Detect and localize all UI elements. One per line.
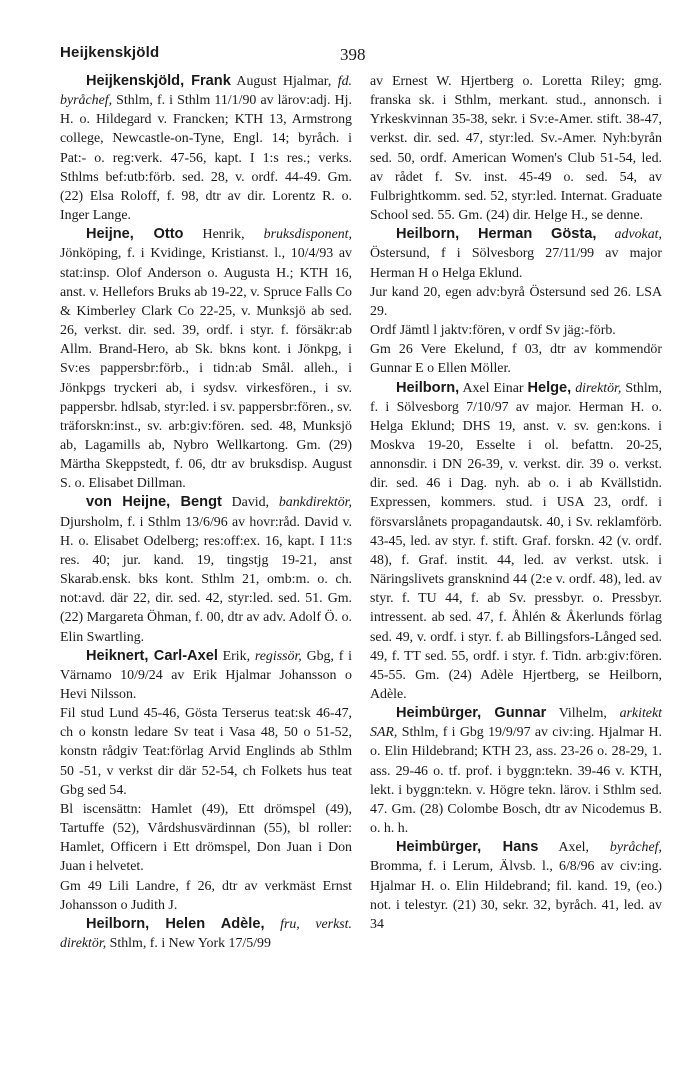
entry-given-names (265, 917, 281, 932)
right-column (370, 72, 662, 934)
entry-occupation: bruksdisponent, (263, 227, 353, 243)
entry-text: Djursholm, f. i Sthlm 13/6/96 av hovr:råd. David v. H. o. Elisabet Odelberg; res:off:ex. 16, kapt. I 11:s res. 40; jur. kand. 19, tingstjg 19-21, anst Skarab.ensk. bks kont. Sthlm 21, omb:m. o. ch. not:avd. där 22, dir. sed. 42, styr:led. sed. 51. Gm. (22) Margareta Öhman, f. 00, dtr av adv. Adolf Ö. o. Elin Swartling. (60, 514, 352, 645)
running-head: Heijkenskjöld (60, 44, 160, 61)
entry-given-names: Erik, (217, 648, 255, 664)
entry-occupation: arkitekt SAR, (370, 706, 662, 741)
entry-paragraph (60, 915, 352, 953)
entry-paragraph (370, 225, 662, 282)
entry-headword: Heilborn, Helen Adèle, (86, 915, 265, 932)
entry-continuation (60, 704, 352, 800)
entry-text: Östersund, f i Sölvesborg 27/11/99 av major Herman H o Helga Eklund. (370, 246, 662, 281)
entry-continuation (370, 283, 662, 321)
page-header (60, 44, 662, 66)
entry-text: Jönköping, f. i Kvidinge, Kristianst. l., 10/4/93 av stat:insp. Olof Anderson o. Augusta H.; KTH 16, anst. v. Hellefors Bruks ab 19-22, v. Spruce Falls Co & Kimberley Clark Co 22-25, v. Munksjö ab sed. 26, verkst. dir. sed. 39, ordf. i styr. f. försäkr:ab Allm. Brand-Hero, ab Sk. bkns kont. i Jönkpg, i Sv:es pappersbr:förb., i tidn:ab Smål. alleh., i Jönkpgs tryckeri ab, i sydsv. virkesfören., i sv. pappersbr. hdlsab, styr:led. i sv. pappersbr:fören., sv. träforskn:inst., sv. arb:giv:fören. sed. 48, Munksjö ab, Lagamills ab, Nybro Wellkartong. Gm. (29) Märtha Skeppstedt, f. 06, dtr av bruksdisp. August S. o. Elisabet Dillman. (60, 246, 352, 492)
entry-headword-secondary: Helge, (527, 379, 572, 396)
entry-occupation: direktör, (575, 380, 622, 396)
entry-given-names: David, (221, 495, 279, 511)
entry-headword: Heiknert, Carl-Axel (86, 647, 218, 664)
entry-text: Fil stud Lund 45-46, Gösta Terserus teat:sk 46-47, ch o konstn ledare Sv teat i Vasa 48, 50 o 51-52, konstn rådgiv Teat:förlag Arvid Englinds ab Sthlm 50 -51, v verkst dir där 52-54, ch Folkets hus teat Gbg sed 54. (60, 706, 352, 798)
page-number: 398 (340, 45, 366, 64)
entry-given-names: Axel Einar (459, 380, 528, 396)
entry-text: Bl iscensättn: Hamlet (49), Ett drömspel (49), Tartuffe (52), Vårdshusvärdinnan (55), bl roller: Hamlet, Officern i Ett drömspel, Don Juan i Don Juan i helvetet. (60, 801, 352, 875)
entry-given-names: August Hjalmar, (230, 74, 338, 89)
entry-paragraph (370, 704, 662, 838)
entry-headword: Heilborn, (396, 379, 460, 396)
entry-continuation (370, 321, 662, 340)
entry-text: Sthlm, f i Gbg 19/9/97 av civ:ing. Hjalmar H. o. Elin Hildebrand; KTH 23, ass. 23-26 o. 28-29, 1. ass. 29-46 o. tf. prof. i byggn:tekn. 39-46 v. KTH, lekt. i byggn:tekn. v. Högre tekn. lärov. i Sthlm sed. 47. Gm. (28) Colombe Bosch, dtr av Nicodemus B. o. h. h. (370, 725, 662, 837)
entry-text: Jur kand 20, egen adv:byrå Östersund sed 26. LSA 29. (370, 284, 662, 319)
entry-continuation (370, 340, 662, 378)
entry-occupation: regissör, (254, 648, 302, 664)
entry-occupation: fru, verkst. direktör, (60, 916, 352, 952)
entry-occupation: bankdirektör, (278, 495, 352, 511)
entry-paragraph (370, 838, 662, 934)
entry-text: Gbg, f i Värnamo 10/9/24 av Erik Hjalmar Johansson o Hevi Nilsson. (60, 648, 352, 702)
left-column (60, 72, 352, 953)
entry-headword: Heimbürger, Hans (396, 839, 539, 856)
entry-given-names: Vilhelm, (546, 706, 620, 722)
entry-paragraph (370, 379, 662, 705)
entry-continuation (60, 877, 352, 915)
entry-text: Sthlm, f. i Sölvesborg 7/10/97 av major. Herman H. o. Helga Eklund; DHS 19, anst. v. sv. gen:kons. i Moskva 19-20, Esselte i ol. befattn. 20-25, annonsdir. i DN 26-39, v. verkst. dir. 39 o. verkst. dir. sed. 46 i Dag. nyh. ab o. i ab Kvällstidn. Expressen, kommers. stud. i USA 23, ordf. i försvarslånets propagandautsk. 40, i Sv. reklamförb. 43-45, led. av styr. f. stift. Graf. forskn. 42 (v. ordf. 48), f. Graf. instit. 44, led. av verkst. utsk. i Näringslivets gransknind 44 (2:e v. ordf. 48), led. av styr. f. TU 44, f. ab Sv. pressbyr. o. Pressbyr. intressent. ab sed. 47, f. Åhlén & Åkerlunds förlag sed. 49, v. ordf. i styr. f. ab Billingsfors-Långed sed. 49, f. TT sed. 55, ordf. i styr. f. Tidn. arb:giv:fören. 45-55. Gm. (24) Adèle Hjertberg, se Heilborn, Adèle. (370, 380, 662, 702)
entry-given-names: Henrik, (183, 227, 264, 243)
entry-text: Ordf Jämtl l jaktv:fören, v ordf Sv jäg:-förb. (370, 323, 616, 339)
entry-continuation (370, 72, 662, 225)
entry-headword: Heimbürger, Gunnar (396, 705, 547, 722)
entry-text: Bromma, f. i Lerum, Älvsb. l., 6/8/96 av civ:ing. Hjalmar H. o. Elin Hildebrand; fil. kand. 19, (eo.) not. i telestyr. (21) 30, sekr. 32, byråch. 41, led. av 34 (370, 859, 662, 932)
entry-headword: Heijne, Otto (86, 226, 184, 243)
entry-occupation: advokat, (614, 227, 662, 243)
entry-text: av Ernest W. Hjertberg o. Loretta Riley; gmg. franska sk. i Sthlm, merkant. stud., annonsch. i Yrkeskvinnan 35-38, sekr. i Sv:e-Amer. stift. 38-47, verkst. dir. sed. 47, styr:led. Sv.-Amer. Nyh:byrån sed. 50, ordf. American Women's Club 51-54, led. av rådet f. Sv. inst. 45-49 o. sed. 54, av Fulbrightkomm. sed. 52, styr:led. Internat. Graduate School sed. 55. Gm. (24) dir. Helge H., se denne. (370, 74, 662, 224)
entry-text: Sthlm, f. i Sthlm 11/1/90 av lärov:adj. Hj. H. o. Hildegard v. Francken; KTH 13, Armstrong college, Newcastle-on-Tyne, Engl. 14; byråch. i Pat:- o. reg:verk. 47-56, kapt. I 1:s res.; verks. Sthlms bef:utb:förb. sed. 28, v. ordf. 44-49. Gm. (22) Elsa Roloff, f. 98, dtr av dir. Lorentz R. o. Inger Lange. (60, 93, 352, 224)
entry-paragraph (60, 225, 352, 493)
entry-headword: von Heijne, Bengt (86, 494, 222, 511)
entry-given-names (596, 227, 614, 242)
entry-headword: Heijkenskjöld, Frank (86, 73, 231, 89)
entry-paragraph (60, 493, 352, 646)
entry-paragraph (60, 647, 352, 704)
entry-occupation: fd. byråchef, (60, 74, 352, 109)
entry-text: Sthlm, f. i New York 17/5/99 (106, 936, 271, 952)
entry-continuation (60, 800, 352, 877)
entry-given-names: Axel, (538, 840, 610, 856)
entry-text: Gm 49 Lili Landre, f 26, dtr av verkmäst Ernst Johansson o Judith J. (60, 878, 352, 913)
entry-headword: Heilborn, Herman Gösta, (396, 226, 597, 243)
entry-occupation: byråchef, (609, 840, 662, 856)
entry-paragraph (60, 72, 352, 225)
entry-text: Gm 26 Vere Ekelund, f 03, dtr av kommendör Gunnar E o Ellen Möller. (370, 342, 662, 377)
